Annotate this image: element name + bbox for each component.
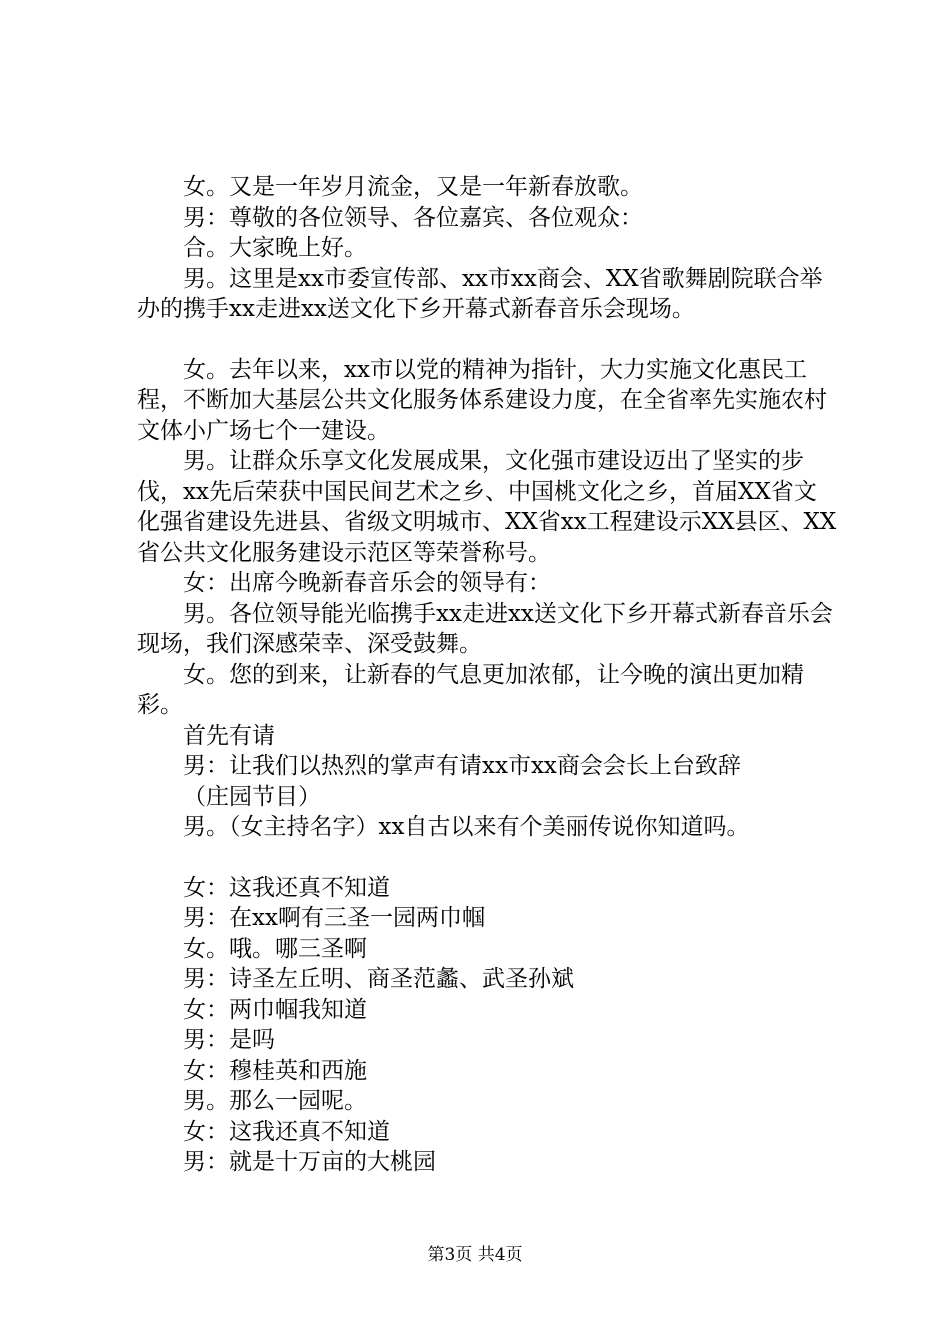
script-paragraph: 男。那么一园呢。 <box>183 1088 367 1114</box>
script-paragraph: 合。大家晚上好。 <box>183 235 367 261</box>
script-paragraph: 女：两巾帼我知道 <box>183 996 367 1023</box>
script-paragraph: 女。您的到来，让新春的气息更加浓郁，让今晚的演出更加精彩。 <box>137 661 804 718</box>
script-paragraph: 男。让群众乐享文化发展成果，文化强市建设迈出了坚实的步伐，xx先后荣获中国民间艺术之乡、中国桃文化之乡，首届XX省文化强省建设先进县、省级文明城市、XX省xx工程建设示XX县区、XX省公共文化服务建设示范区等荣誉称号。 <box>137 448 837 566</box>
script-paragraph: 女。哦。哪三圣啊 <box>183 935 367 962</box>
script-paragraph: 女：穆桂英和西施 <box>183 1057 367 1084</box>
script-paragraph: 男：尊敬的各位领导、各位嘉宾、各位观众： <box>183 204 643 231</box>
script-paragraph: 女：出席今晚新春音乐会的领导有： <box>183 570 551 596</box>
script-paragraph: 女。又是一年岁月流金，又是一年新春放歌。 <box>183 174 643 200</box>
script-paragraph: 女：这我还真不知道 <box>183 1118 390 1145</box>
script-paragraph: 男：是吗 <box>183 1027 275 1053</box>
script-paragraph: 男。各位领导能光临携手xx走进xx送文化下乡开幕式新春音乐会现场，我们深感荣幸、深受鼓舞。 <box>137 600 833 657</box>
script-paragraph: 男。这里是xx市委宣传部、xx市xx商会、XX省歌舞剧院联合举办的携手xx走进xx送文化下乡开幕式新春音乐会现场。 <box>137 265 823 322</box>
script-paragraph: 女。去年以来，xx市以党的精神为指针，大力实施文化惠民工程，不断加大基层公共文化服务体系建设力度，在全省率先实施农村文体小广场七个一建设。 <box>137 356 827 444</box>
script-paragraph: 男。（女主持名字）xx自古以来有个美丽传说你知道吗。 <box>183 814 750 840</box>
page-footer: 第3页 共4页 <box>427 1245 523 1265</box>
script-paragraph: 男：在xx啊有三圣一园两巾帼 <box>183 905 485 931</box>
script-paragraph: 男：让我们以热烈的掌声有请xx市xx商会会长上台致辞 <box>183 753 741 779</box>
script-paragraph: 女：这我还真不知道 <box>183 874 390 901</box>
script-paragraph: 男：诗圣左丘明、商圣范蠡、武圣孙斌 <box>183 966 574 992</box>
script-paragraph: 首先有请 <box>183 722 275 749</box>
script-paragraph: （庄园节目） <box>183 783 321 810</box>
script-paragraph: 男：就是十万亩的大桃园 <box>183 1149 436 1175</box>
document-body <box>137 172 837 1178</box>
